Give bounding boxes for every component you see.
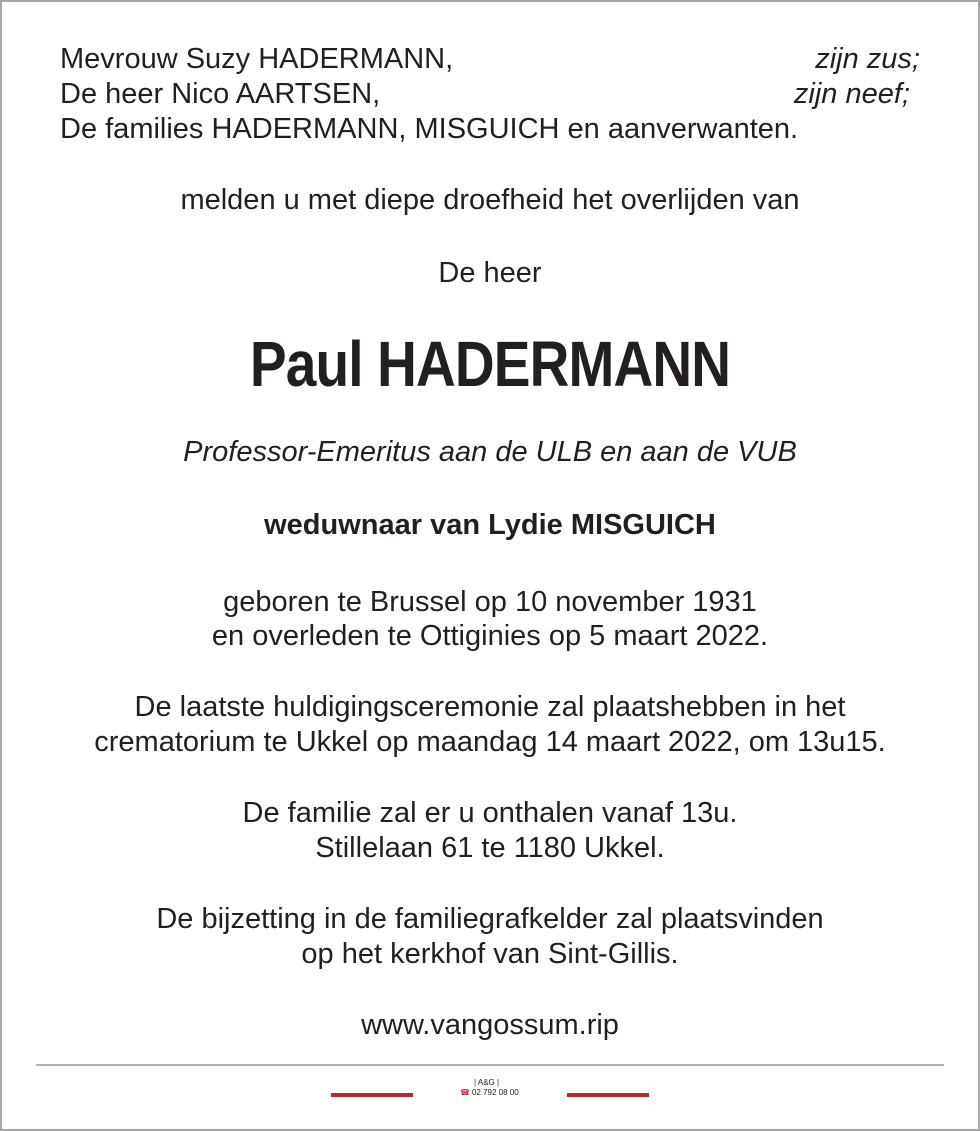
logo-text: | A&G | (474, 1078, 500, 1087)
burial-line-2: op het kerkhof van Sint-Gillis. (301, 938, 679, 970)
reception-line-2: Stillelaan 61 te 1180 Ukkel. (315, 832, 665, 864)
ceremony-line-2: crematorium te Ukkel op maandag 14 maart 2022, om 13u15. (94, 726, 886, 758)
ceremony-line-1: De laatste huldigingsceremonie zal plaatshebben in het (134, 691, 846, 723)
family-row-3 (60, 112, 920, 146)
family-relation-1: zijn zus; (815, 43, 920, 75)
funeral-home-logo (446, 1078, 546, 1098)
birth-line: geboren te Brussel op 10 november 1931 (223, 586, 757, 618)
footer-red-bar-left (331, 1093, 413, 1097)
salutation: De heer (438, 257, 542, 289)
phone-number: 02 792 08 00 (471, 1088, 519, 1097)
phone-icon: ☎ (460, 1088, 470, 1097)
website-link[interactable]: www.vangossum.rip (361, 1009, 619, 1041)
family-name-2: De heer Nico AARTSEN, (60, 78, 381, 110)
reception-line-1: De familie zal er u onthalen vanaf 13u. (242, 797, 738, 829)
announcement: melden u met diepe droefheid het overlijden van (180, 184, 800, 216)
footer-divider (36, 1064, 944, 1066)
deceased-name: Paul HADERMANN (249, 328, 731, 400)
footer-red-bar-right (567, 1093, 649, 1097)
family-relation-2: zijn neef; (793, 78, 910, 110)
widower-line: weduwnaar van Lydie MISGUICH (264, 509, 716, 541)
burial-line-1: De bijzetting in de familiegrafkelder zal plaatsvinden (156, 903, 824, 935)
family-name-3: De families HADERMANN, MISGUICH en aanverwanten. (60, 113, 799, 145)
death-line: en overleden te Ottiginies op 5 maart 2022. (211, 620, 769, 652)
family-name-1: Mevrouw Suzy HADERMANN, (60, 43, 454, 75)
family-row-1 (60, 42, 920, 76)
family-row-2 (60, 77, 920, 111)
footer-phone (460, 1088, 546, 1098)
deceased-title: Professor-Emeritus aan de ULB en aan de VUB (183, 436, 797, 468)
